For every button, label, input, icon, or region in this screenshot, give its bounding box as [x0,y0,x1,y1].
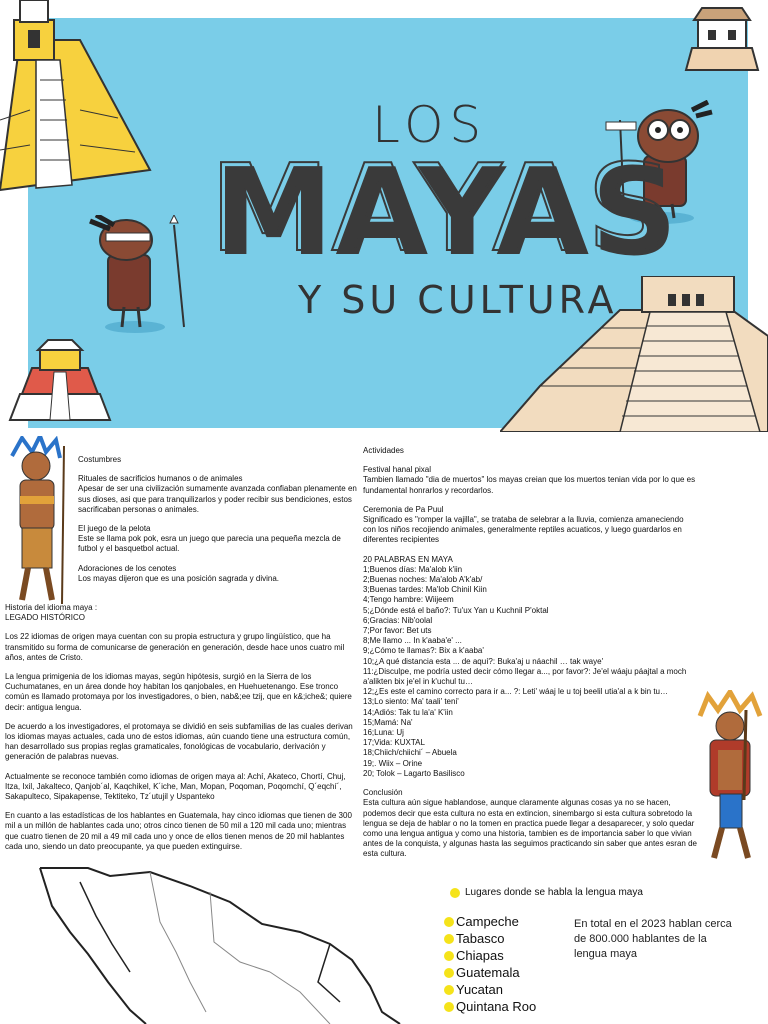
place-marker-icon [444,951,454,961]
actividades-section [363,446,698,869]
mexico-map-outline [0,862,440,1024]
historia-paragraph-4: Actualmente se reconoce también como idiomas de origen maya al: Achí, Akateco, Chortí, Chuj, Itza, Ixil, Jakalteco, Qanjob´al, Kaqchikel, K´iche, Man, Mopan, Poqoman, Poqomchí, Q´eqchí´, Sakapulteco, Sipakapense, Tektiteko, Tz´utujil y Uspanteko [5,771,346,802]
pelota-title: El juego de la pelota [78,524,151,534]
maya-warrior-illustration-left [2,436,76,604]
palabra-item: 18;Chiich/chiichi´ – Abuela [363,748,457,758]
title-banner [0,0,768,432]
place-item: Tabasco [444,930,536,947]
place-marker-icon [444,985,454,995]
palabra-item: 15;Mamá: Na' [363,717,413,727]
place-marker-icon [444,934,454,944]
pelota-text: Este se llama pok pok, esra un juego que parecia una pequeña mezcla de futbol y el basquetbol actual. [78,534,341,554]
place-marker-icon [444,968,454,978]
tall-pyramid-illustration [0,0,160,200]
historia-paragraph-1: Los 22 idiomas de origen maya cuentan con su propia estructura y grupo lingüístico, que ha transmitido su forma de comunicarse de generación en generación, desde hace unos cuatro mil años, antes de Cristo. [5,632,345,662]
conclusion-heading: Conclusión [363,788,403,798]
cenotes-title: Adoraciones de los cenotes [78,563,177,573]
place-marker-icon [444,917,454,927]
palabra-item: 4;Tengo hambre: Wiijeem [363,595,454,605]
ceremonia-text: Significado es "romper la vajilla", se trataba de selebrar a la lluvia, comienza amaneciendo con los niños recojiendo animales, generalmente reptiles acuaticos, y luego guardarlos en diferentes recipientes [363,515,684,545]
rituales-text: Apesar de ser una civilización sumamente avanzada confiaban plenamente en sus dioses, asi que para tranquilizarlos y poder recibir sus bendiciones, estos sacrificaban personas o animales. [78,484,357,514]
palabra-item: 5;¿Dónde está el baño?: Tu'ux Yan u Kuchnil P'oktal [363,605,549,615]
conclusion-text: Esta cultura aún sigue hablandose, aunque claramente algunas cosas ya no se hacen, podemos decir que esta cultura no esta en extincion, sinembargo si esta cultura sobretodo la lengua se deja de hablar o no la tomen en practica puede llegar a desaparecer, y solo quedar como una lengua antigua y como una historia, tambien es de importancia saber lo que vivian antes de la conquista, y algunas hasta las seguimos practicando sin saber que antes esran de esta cultura. [363,798,697,859]
palabra-item: 10;¿A qué distancia esta ... de aquí?: Buka'aj u náachil … tak waye' [363,656,604,666]
palabra-item: 16;Luna: Uj [363,728,404,738]
maya-character-left [80,215,190,335]
festival-title: Festival hanal pixal [363,465,432,475]
place-item: Guatemala [444,964,536,981]
palabra-item: 7;Por favor: Bet uts [363,626,432,636]
title-los: LOS [372,96,488,154]
palabra-item: 20; Tolok – Lagarto Basilisco [363,768,465,778]
historia-paragraph-5: En cuanto a las estadísticas de los hablantes en Guatemala, hay cinco idiomas que tienen de 300 mil a un millón de hablantes cada uno; otros cinco tienen de 50 mil a 120 mil cada uno; mientras que cuatro tienen de 20 mil a 49 mil cada uno y once de ellos tienen menos de 20 mil hablantes cada uno, siendo un dato preocupante, ya que pueden extinguirse. [5,811,352,851]
cenotes-text: Los mayas dijeron que es una posición sagrada y divina. [78,573,280,583]
maya-warrior-illustration-right [694,690,768,860]
legend-marker-icon [450,888,460,898]
palabra-item: 8;Me llamo ... In k'aaba'e' ... [363,636,462,646]
costumbres-section [78,455,360,593]
palabra-item: 14;Adiós: Tak tu la'a' K'iin [363,707,453,717]
palabra-item: 17;Vida: KUXTAL [363,738,425,748]
map-legend [450,887,643,898]
ceremonia-title: Ceremonia de Pa Puul [363,504,444,514]
historia-heading: Historia del idioma maya : [5,603,98,612]
palabra-item: 2;Buenas noches: Ma'alob A'k'ab/ [363,575,483,585]
total-speakers-text: En total en el 2023 hablan cerca de 800.000 hablantes de la lengua maya [574,918,732,960]
palabra-item: 9;¿Cómo te llamas?: Bix a k'aaba' [363,646,484,656]
title-subtitle: Y SU CULTURA [298,278,618,322]
palabra-item: 11:¿Disculpe, me podría usted decir cómo llegar a..., por favor?: Je'el wáaju páajtal a moch a'alikten bix je'el in k'uchul tu… [363,666,687,687]
palabras-heading: 20 PALABRAS EN MAYA [363,554,453,564]
place-item: Campeche [444,913,536,930]
title-mayas: MAYAS [210,140,676,279]
place-item: Yucatan [444,981,536,998]
palabra-item: 19;. Wiix – Orine [363,758,423,768]
palabras-list [363,565,698,779]
historia-section [5,603,357,861]
small-pyramid-illustration [8,338,112,424]
place-item: Quintana Roo [444,998,536,1015]
costumbres-heading: Costumbres [78,455,122,464]
historia-paragraph-3: De acuerdo a los investigadores, el protomaya se dividió en seis subfamilias de las cuales derivan los idiomas mayas actuales, cada uno de estos idiomas, aún cuando tiene una estructura común, han desarrollado sus propias reglas gramaticales, fonológicas de vocabulario, derivación y generación de palabras nuevas. [5,721,353,762]
historia-paragraph-2: La lengua primigenia de los idiomas mayas, según hipótesis, surgió en la Sierra de los Cuchumatanes, en un área donde hoy habitan los qanjobales, en Huehuetenango. Ese tronco común es llamado protomaya por los investigadores, o bien, nab&;ee tzij, que en k&;iche&; quiere decir: antigua lengua. [5,672,352,712]
festival-text: Tambien llamado "dia de muertos" los mayas creian que los muertos tenian vida por lo que es fundamental honrarlos y recordarlos. [363,475,696,495]
palabra-item: 6;Gracias: Nib'oolal [363,615,433,625]
palabra-item: 1;Buenos días: Ma'alob k'iin [363,564,463,574]
actividades-heading: Actividades [363,446,404,455]
rituales-title: Rituales de sacrificios humanos o de animales [78,474,243,484]
palabra-item: 12;¿Es este el camino correcto para ir a... ?: Leti' wáaj le u toj beelil utia'al a k bin tu… [363,687,668,697]
places-list [444,913,536,1015]
place-marker-icon [444,1002,454,1012]
historia-subheading: LEGADO HISTÓRICO [5,613,86,623]
legend-text: Lugares donde se habla la lengua maya [465,887,643,898]
small-temple-illustration [682,4,762,74]
palabra-item: 13;Lo siento: Ma' taali' teni' [363,697,459,707]
palabra-item: 3;Buenas tardes: Ma'lob Chinil Kiin [363,585,487,595]
place-item: Chiapas [444,947,536,964]
